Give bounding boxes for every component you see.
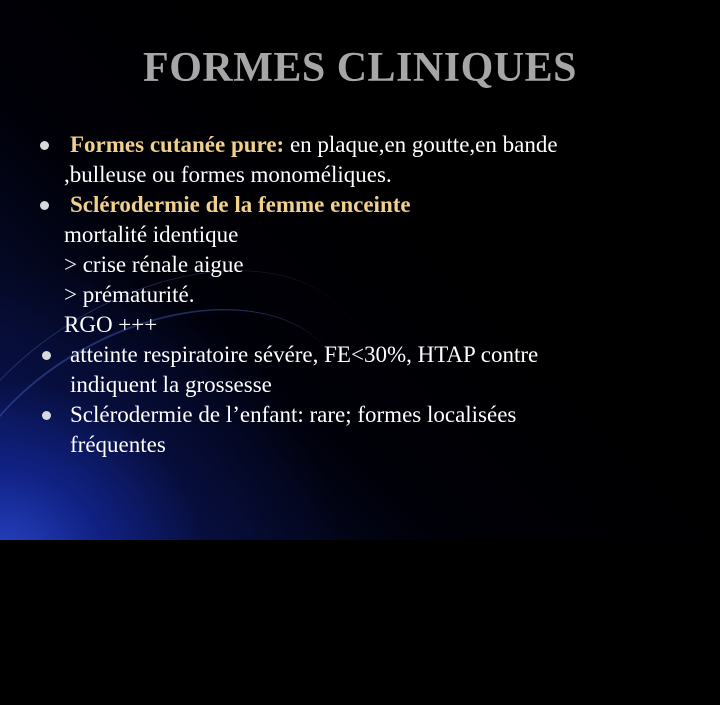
list-item xyxy=(40,190,700,220)
item-text: atteinte respiratoire sévére, FE<30%, HTAP contre xyxy=(70,342,539,367)
list-item xyxy=(40,340,700,400)
item-text-continued: indiquent la grossesse xyxy=(70,372,272,397)
bullet-icon xyxy=(42,411,51,420)
slide-content xyxy=(40,130,700,460)
bullet-icon xyxy=(42,351,51,360)
slide-title: FORMES CLINIQUES xyxy=(143,45,577,91)
bullet-icon xyxy=(40,141,49,150)
list-item xyxy=(40,130,700,190)
bullet-icon xyxy=(40,201,49,210)
item-text: Sclérodermie de l’enfant: rare; formes localisées xyxy=(70,402,517,427)
list-item: > prématurité. xyxy=(64,282,195,307)
item-heading: Formes cutanée pure: xyxy=(70,132,285,157)
item-text-continued: fréquentes xyxy=(70,432,166,457)
list-item: > crise rénale aigue xyxy=(64,252,244,277)
list-item: mortalité identique xyxy=(64,222,239,247)
list-item xyxy=(40,400,700,460)
item-heading: Sclérodermie de la femme enceinte xyxy=(70,192,411,217)
item-text-continued: ,bulleuse ou formes monoméliques. xyxy=(64,162,392,187)
list-item: RGO +++ xyxy=(64,312,158,337)
item-text: en plaque,en goutte,en bande xyxy=(284,132,558,157)
